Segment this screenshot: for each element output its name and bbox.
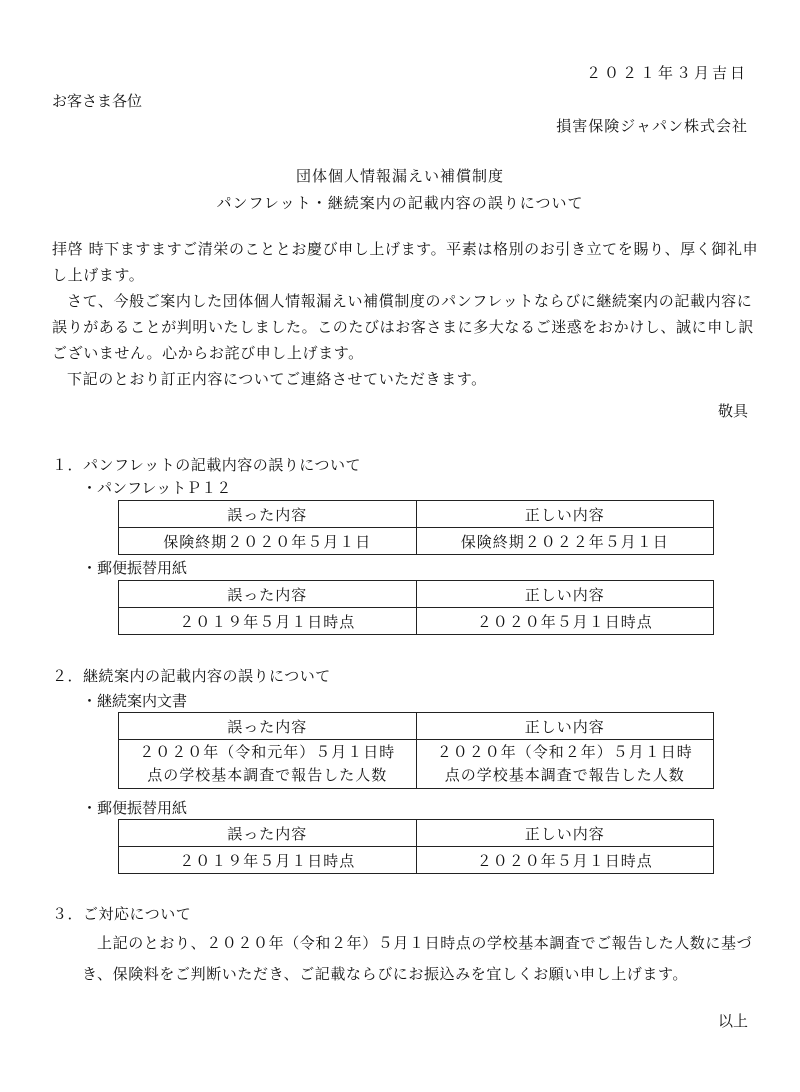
wrong-header: 誤った内容 [119,820,417,847]
wrong-header: 誤った内容 [119,501,417,528]
correction-table-pamphlet [118,500,714,555]
correction-table-postal-2 [118,819,714,874]
correct-header: 正しい内容 [416,501,714,528]
table-header-row [119,501,714,528]
closing-ijo: 以上 [717,1012,748,1030]
section-3-body [82,928,764,990]
greeting-paragraph: 拝啓 時下ますますご清栄のこととお慶び申し上げます。平素は格別のお引き立てを賜り、厚く御礼申し上げます。 [52,240,759,284]
wrong-value: ２０１９年５月１日時点 [119,847,417,874]
section-2-sub-1-title: ・継続案内文書 [82,692,188,710]
section-2-title: ２．継続案内の記載内容の誤りについて [52,667,331,685]
table-row [119,740,714,789]
table-row [119,608,714,635]
table-header-row [119,581,714,608]
correction-table-postal-1 [118,580,714,635]
section-3-title: ３．ご対応について [52,905,192,923]
table-header-row [119,820,714,847]
company-name: 損害保険ジャパン株式会社 [556,117,748,135]
wrong-value [119,740,417,789]
table-header-row [119,713,714,740]
correct-value: 保険終期２０２２年５月１日 [416,528,714,555]
wrong-value: 保険終期２０２０年５月１日 [119,528,417,555]
correct-value-line-1: ２０２０年（令和２年）５月１日時 [436,743,693,761]
wrong-value: ２０１９年５月１日時点 [119,608,417,635]
section-1-sub-2-title: ・郵便振替用紙 [82,559,188,577]
correct-header: 正しい内容 [416,581,714,608]
correct-value: ２０２０年５月１日時点 [416,847,714,874]
section-1-sub-1-title: ・パンフレットＰ１２ [82,479,232,497]
subject-line-2: パンフレット・継続案内の記載内容の誤りについて [216,194,584,212]
wrong-header: 誤った内容 [119,713,417,740]
subject [0,163,800,217]
notice-paragraph: 下記のとおり訂正内容についてご連絡させていただきます。 [67,370,487,388]
letter-body [52,236,764,392]
correct-value [416,740,714,789]
section-1-title: １．パンフレットの記載内容の誤りについて [52,456,361,474]
correct-header: 正しい内容 [416,820,714,847]
subject-line-1: 団体個人情報漏えい補償制度 [295,167,504,185]
apology-paragraph: さて、今般ご案内した団体個人情報漏えい補償制度のパンフレットならびに継続案内の記載内容に誤りがあることが判明いたしました。このたびはお客さまに多大なるご迷惑をおかけし、誠に申し訳ございません。心からお詫び申し上げます。 [52,292,755,362]
wrong-value-line-1: ２０２０年（令和元年）５月１日時 [139,743,396,761]
section-2-sub-2-title: ・郵便振替用紙 [82,799,188,817]
wrong-header: 誤った内容 [119,581,417,608]
letter-date: ２０２１年３月吉日 [585,64,748,82]
table-row [119,847,714,874]
correction-table-renewal [118,712,714,789]
addressee: お客さま各位 [52,92,143,110]
correct-value-line-2: 点の学校基本調査で報告した人数 [444,766,685,784]
closing-keigu: 敬具 [717,402,748,420]
table-row [119,528,714,555]
correct-value: ２０２０年５月１日時点 [416,608,714,635]
response-paragraph: 上記のとおり、２０２０年（令和２年）５月１日時点の学校基本調査でご報告した人数に基づき、保険料をご判断いただき、ご記載ならびにお振込みを宜しくお願い申し上げます。 [82,934,753,983]
correct-header: 正しい内容 [416,713,714,740]
wrong-value-line-2: 点の学校基本調査で報告した人数 [147,766,388,784]
